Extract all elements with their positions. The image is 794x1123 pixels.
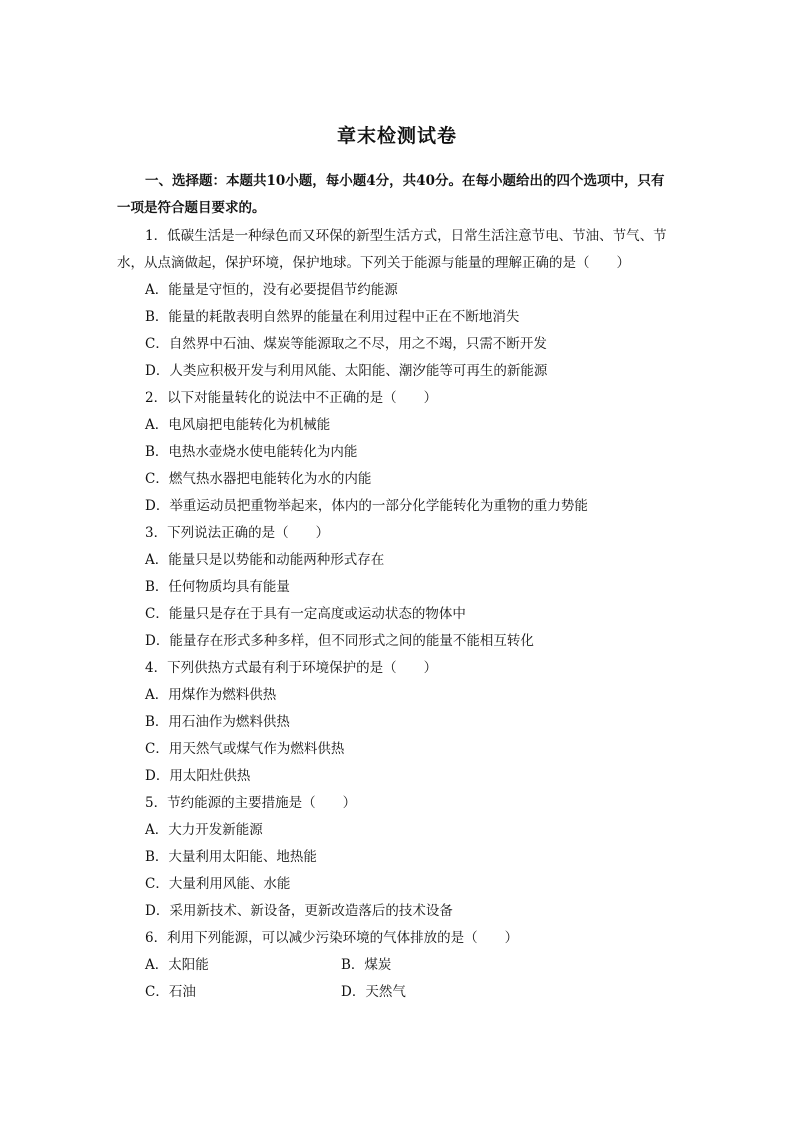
question-6	[117, 925, 677, 1006]
option-d: D．用太阳灶供热	[145, 768, 251, 784]
question-2	[117, 385, 677, 520]
option-row	[117, 952, 677, 979]
page-title: 章末检测试卷	[336, 125, 457, 147]
option-c: C．燃气热水器把电能转化为水的内能	[145, 471, 372, 487]
question-stem: 4．下列供热方式最有利于环境保护的是（ ）	[145, 660, 438, 676]
question-list	[117, 223, 677, 1006]
question-stem: 6．利用下列能源，可以减少污染环境的气体排放的是（ ）	[145, 930, 519, 946]
section-heading: 一、选择题：本题共10小题，每小题4分，共40分。在每小题给出的四个选项中，只有一项是符合题目要求的。	[117, 173, 665, 216]
question-stem: 1．低碳生活是一种绿色而又环保的新型生活方式，日常生活注意节电、节油、节气、节水，从点滴做起，保护环境，保护地球。下列关于能源与能量的理解正确的是（ ）	[117, 228, 667, 271]
option-a: A．大力开发新能源	[145, 822, 263, 838]
option-d: D．采用新技术、新设备，更新改造落后的技术设备	[145, 903, 453, 919]
question-stem: 5．节约能源的主要措施是（ ）	[145, 795, 357, 811]
option-d: D．举重运动员把重物举起来，体内的一部分化学能转化为重物的重力势能	[145, 498, 588, 514]
question-5	[117, 790, 677, 925]
option-b: B．用石油作为燃料供热	[145, 714, 290, 730]
question-stem: 2．以下对能量转化的说法中不正确的是（ ）	[145, 390, 438, 406]
option-c: C．用天然气或煤气作为燃料供热	[145, 741, 345, 757]
option-a: A．用煤作为燃料供热	[145, 687, 277, 703]
option-b: B．能量的耗散表明自然界的能量在利用过程中正在不断地消失	[145, 309, 520, 325]
option-b: B．大量利用太阳能、地热能	[145, 849, 317, 865]
question-4	[117, 655, 677, 790]
question-stem: 3．下列说法正确的是（ ）	[145, 525, 330, 541]
option-a: A．能量只是以势能和动能两种形式存在	[145, 552, 385, 568]
option-c: C．石油	[145, 984, 196, 1000]
option-a: A．能量是守恒的，没有必要提倡节约能源	[145, 282, 398, 298]
question-3	[117, 520, 677, 655]
option-b: B．任何物质均具有能量	[145, 579, 290, 595]
option-a: A．太阳能	[145, 957, 209, 973]
option-row	[117, 979, 677, 1006]
option-b: B．煤炭	[341, 957, 392, 973]
option-d: D．能量存在形式多种多样，但不同形式之间的能量不能相互转化	[145, 633, 534, 649]
option-c: C．自然界中石油、煤炭等能源取之不尽，用之不竭，只需不断开发	[145, 336, 547, 352]
question-1	[117, 223, 677, 385]
option-c: C．大量利用风能、水能	[145, 876, 291, 892]
option-b: B．电热水壶烧水使电能转化为内能	[145, 444, 358, 460]
option-c: C．能量只是存在于具有一定高度或运动状态的物体中	[145, 606, 466, 622]
option-d: D．天然气	[341, 984, 406, 1000]
option-a: A．电风扇把电能转化为机械能	[145, 417, 331, 433]
option-d: D．人类应积极开发与利用风能、太阳能、潮汐能等可再生的新能源	[145, 363, 548, 379]
